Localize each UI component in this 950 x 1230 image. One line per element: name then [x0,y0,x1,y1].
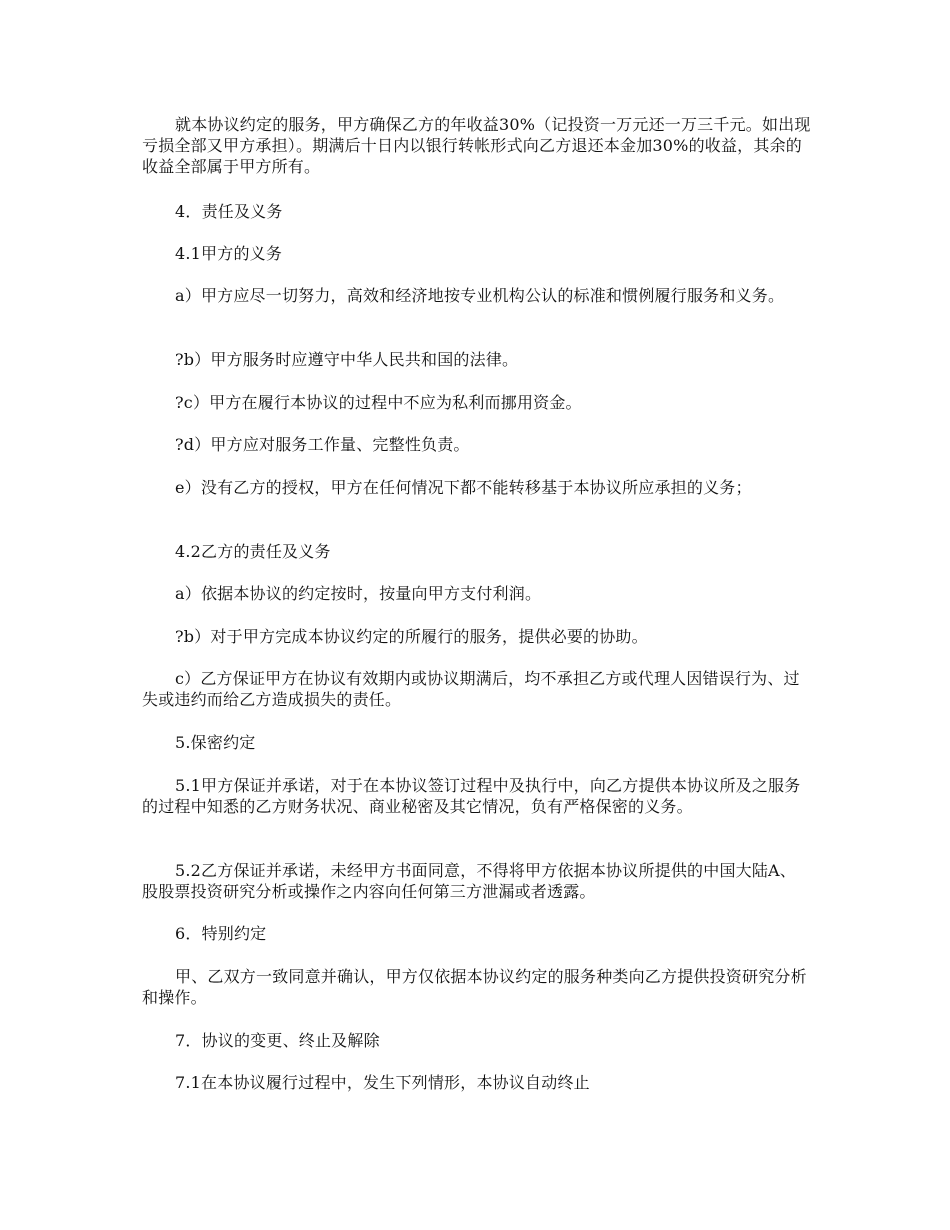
paragraph-confidentiality-5-1: 5.1甲方保证并承诺，对于在本协议签订过程中及执行中，向乙方提供本协议所及之服务的过程中知悉的乙方财务状况、商业秘密及其它情况，负有严格保密的义务。 [142,776,801,816]
paragraph-a-obligation-d: ?d）甲方应对服务工作量、完整性负责。 [175,435,470,454]
paragraph-a-obligation-c: ?c）甲方在履行本协议的过程中不应为私利而挪用资金。 [175,393,582,412]
paragraph-a-obligation-a: a）甲方应尽一切努力，高效和经济地按专业机构公认的标准和惯例履行服务和义务。 [175,286,785,305]
heading-responsibilities: 4．责任及义务 [175,202,283,221]
heading-changes-termination: 7．协议的变更、终止及解除 [175,1031,380,1050]
paragraph-b-obligation-a: a）依据本协议的约定按时，按量向甲方支付利润。 [175,584,542,603]
paragraph-returns-guarantee: 就本协议约定的服务，甲方确保乙方的年收益30%（记投资一万元还一万三千元。如出现亏损全部又甲方承担）。期满后十日内以银行转帐形式向乙方退还本金加30%的收益，其余的收益全部属于甲方所有。 [142,115,811,176]
paragraph-special-agreement: 甲、乙双方一致同意并确认，甲方仅依据本协议约定的服务种类向乙方提供投资研究分析和操作。 [142,967,807,1007]
paragraph-termination-7-1: 7.1在本协议履行过程中，发生下列情形，本协议自动终止 [175,1073,590,1092]
heading-party-a-obligations: 4.1甲方的义务 [175,244,283,263]
heading-special-agreement: 6．特别约定 [175,924,267,943]
paragraph-confidentiality-5-2: 5.2乙方保证并承诺，未经甲方书面同意，不得将甲方依据本协议所提供的中国大陆A、股股票投资研究分析或操作之内容向任何第三方泄漏或者透露。 [142,861,797,901]
paragraph-b-obligation-c: c）乙方保证甲方在协议有效期内或协议期满后，均不承担乙方或代理人因错误行为、过失或违约而给乙方造成损失的责任。 [142,669,800,709]
paragraph-b-obligation-b: ?b）对于甲方完成本协议约定的所履行的服务，提供必要的协助。 [175,627,648,646]
heading-party-b-obligations: 4.2乙方的责任及义务 [175,542,331,561]
paragraph-a-obligation-e: e）没有乙方的授权，甲方在任何情况下都不能转移基于本协议所应承担的义务； [175,478,752,497]
paragraph-a-obligation-b: ?b）甲方服务时应遵守中华人民共和国的法律。 [175,350,519,369]
heading-confidentiality: 5.保密约定 [175,733,256,752]
